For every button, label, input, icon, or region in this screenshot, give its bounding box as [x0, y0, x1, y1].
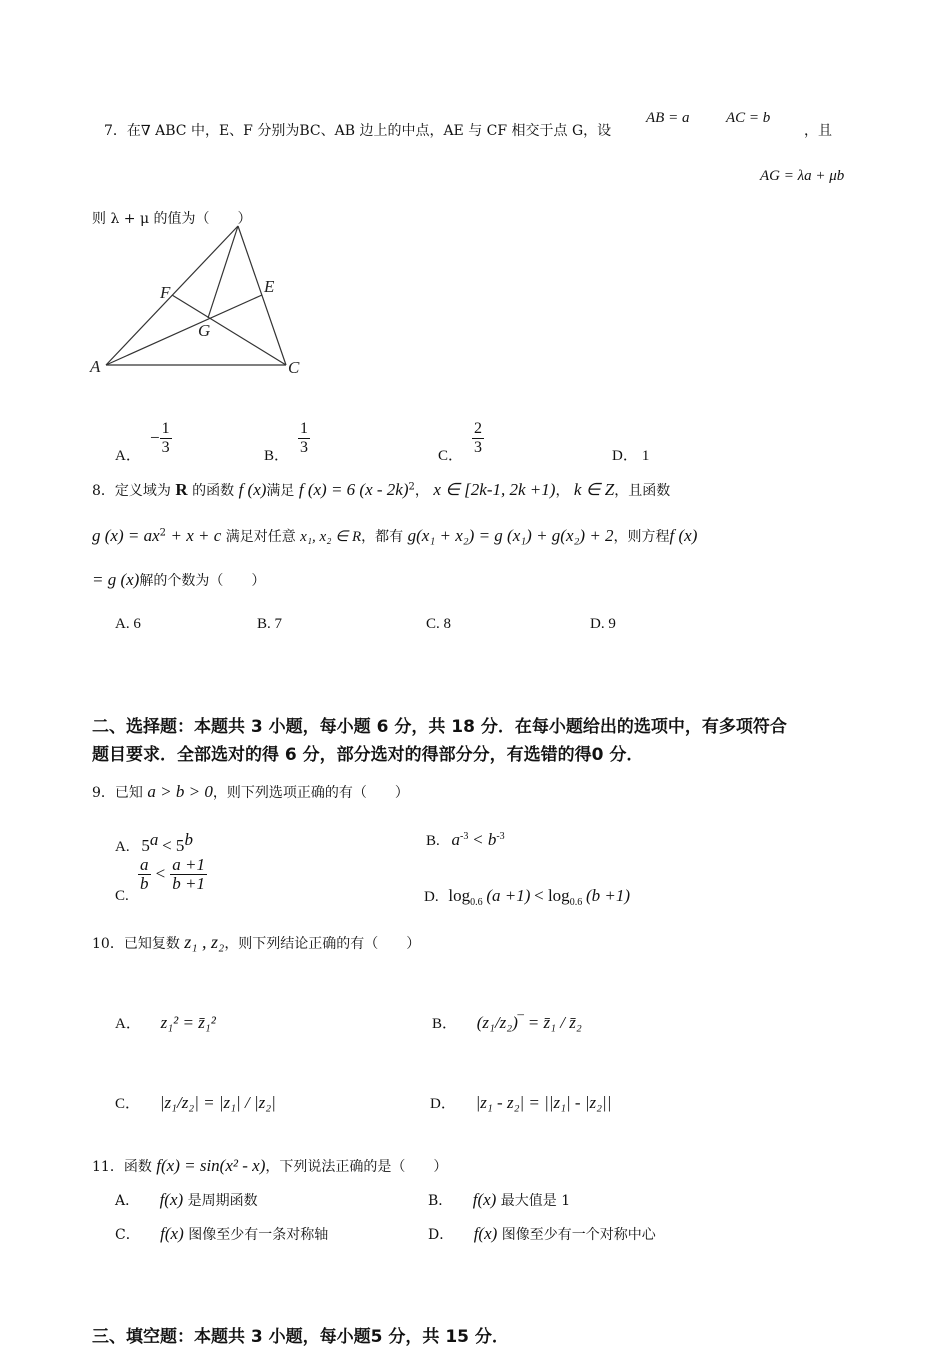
q7-option-a-value: − $\frac{1}{3}$	[150, 420, 170, 456]
q8-line2: g $(x) = ax^2 + x + c$ 满足对任意 x₁, x₂ ∈ R，都有 g(x₁ + x₂) = g (x₁) + g(x₂) + 2，则方程f (x)	[92, 526, 698, 545]
q7-vec-ag: AG = λa + μb	[760, 168, 845, 184]
label-c: C	[288, 358, 300, 377]
q8-option-d[interactable]: D. 9	[590, 616, 616, 632]
q7-stem: 7．在∇ ABC 中，E、F 分别为BC、AB 边上的中点，AE 与 CF 相交于点 G，设	[104, 123, 612, 139]
q10-stem: 10．已知复数 z₁ , z₂，则下列结论正确的有（ ）	[92, 932, 421, 952]
q11-option-b[interactable]: B． f(x) 最大值是 1	[428, 1190, 571, 1209]
q7-option-b-value: $\frac{1}{3}$	[300, 420, 308, 456]
q8-option-c[interactable]: C. 8	[426, 616, 452, 632]
label-e: E	[264, 277, 275, 296]
median-ae	[106, 295, 262, 365]
q9-option-b[interactable]: B. $a^{-3} < b^{-3}$	[426, 830, 505, 849]
q9-option-c-label[interactable]: C.	[115, 888, 129, 904]
q7-triangle-figure	[88, 222, 308, 382]
q7-tail: ，且	[804, 123, 832, 139]
q10-option-d[interactable]: D． |z₁ - z₂| = ||z₁| - |z₂||	[430, 1093, 612, 1112]
label-f: F	[160, 283, 171, 302]
q11-option-c[interactable]: C． f(x) 图像至少有一条对称轴	[115, 1224, 329, 1243]
q7-ask: 则 λ + μ 的值为（ ）	[92, 211, 252, 227]
q9-option-a[interactable]: A. $5^a < 5^b$	[115, 830, 193, 855]
q7-option-c-label[interactable]: C．	[438, 448, 464, 464]
q10-option-b[interactable]: B． (z₁/z₂)‾ = z̄₁ / z̄₂	[432, 1013, 582, 1032]
q7-option-a-label[interactable]: A．	[115, 448, 141, 464]
median-cf	[172, 295, 286, 365]
q10-option-a[interactable]: A． z₁² = z̄₁²	[115, 1013, 216, 1032]
q7-vec-ac: AC = b	[726, 110, 771, 126]
q9-stem: 9．已知 a > b > 0，则下列选项正确的有（ ）	[92, 782, 409, 801]
q11-option-a[interactable]: A． f(x) 是周期函数	[115, 1190, 258, 1209]
q7-option-d[interactable]: D． 1	[612, 448, 650, 464]
q11-option-d[interactable]: D． f(x) 图像至少有一个对称中心	[428, 1224, 656, 1243]
q7-option-b-label[interactable]: B．	[264, 448, 290, 464]
section2-heading-line1: 二、选择题：本题共 3 小题，每小题 6 分，共 18 分．在每小题给出的选项中，有多项符合	[92, 717, 787, 737]
q8-line3: = g (x)解的个数为（ ）	[92, 570, 266, 589]
q9-option-d[interactable]: D. $\log_{0.6} (a +1) < \log_{0.6} (b +1)$	[424, 886, 630, 908]
q10-option-c[interactable]: C． |z₁/z₂| = |z₁| / |z₂|	[115, 1093, 276, 1112]
q8-line1: 8．定义域为 R 的函数 f (x)满足 f (x) = 6 (x - 2k)$^2$， x ∈ [2k-1, 2k +1)， k ∈ Z，且函数	[92, 480, 671, 499]
q7-vec-ab: AB = a	[646, 110, 690, 126]
q8-option-b[interactable]: B. 7	[257, 616, 283, 632]
median-bg	[208, 226, 238, 318]
label-g: G	[198, 321, 211, 340]
label-a: A	[90, 357, 101, 376]
q7-option-c-value: $\frac{2}{3}$	[474, 420, 482, 456]
q8-option-a[interactable]: A. 6	[115, 616, 141, 632]
section2-heading-line2: 题目要求．全部选对的得 6 分，部分选对的得部分分，有选错的得0 分．	[92, 745, 644, 765]
q11-stem: 11．函数 f(x) = sin(x² - x)，下列说法正确的是（ ）	[92, 1156, 448, 1175]
section3-heading: 三、填空题：本题共 3 小题，每小题5 分，共 15 分．	[92, 1327, 509, 1347]
q9-option-c-expr: $\frac{a}{b}$ < $\frac{a +1}{b +1}$	[140, 855, 206, 893]
